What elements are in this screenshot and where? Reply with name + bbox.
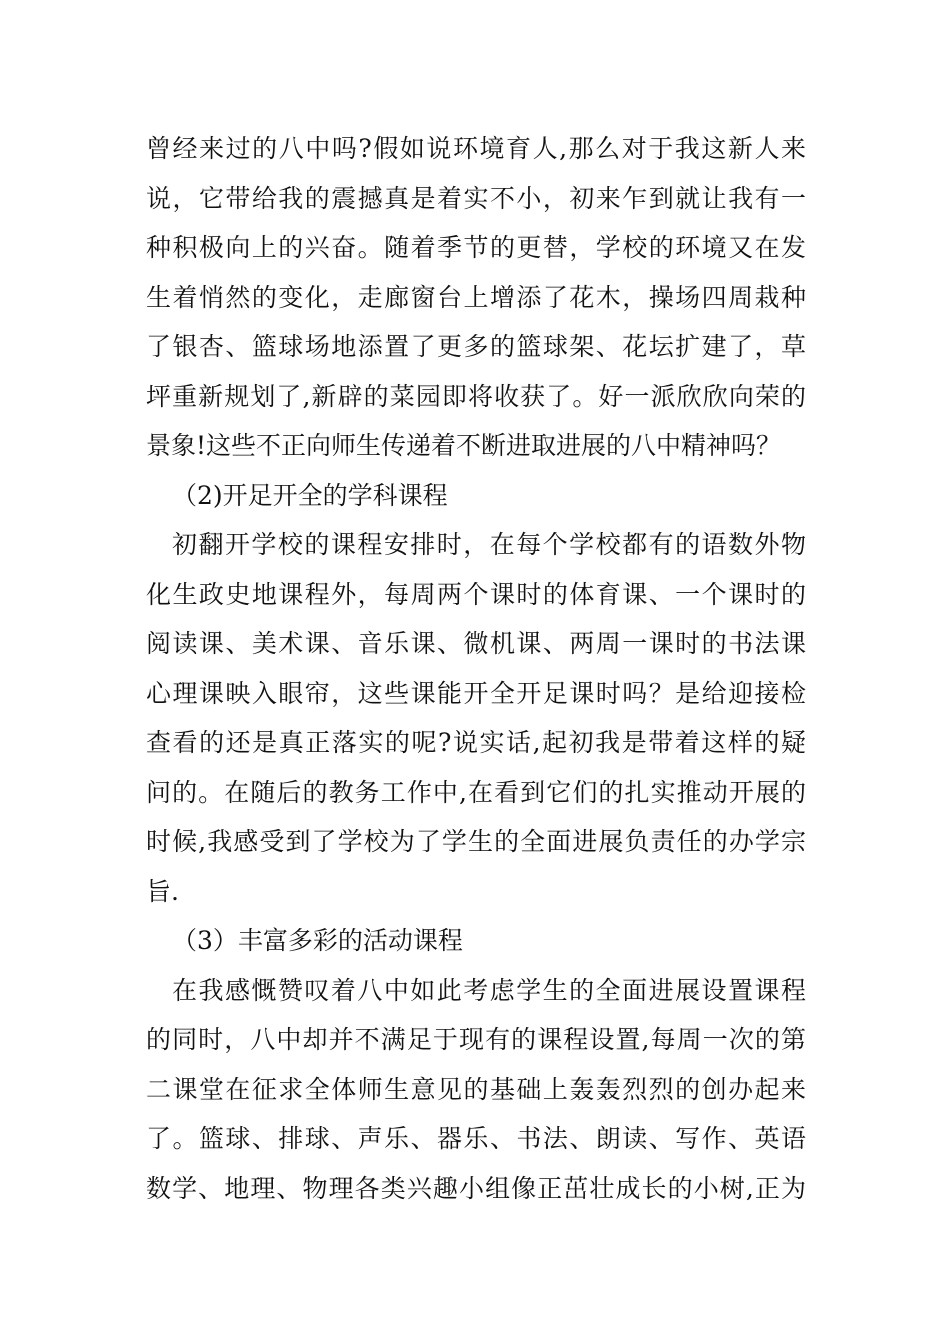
paragraph-line: 生着悄然的变化，走廊窗台上增添了花木，操场四周栽种 bbox=[146, 282, 806, 312]
section-heading: （2)开足开全的学科课程 bbox=[172, 480, 448, 510]
paragraph-line: 的同时，八中却并不满足于现有的课程设置,每周一次的第 bbox=[146, 1025, 806, 1054]
paragraph-line: 二课堂在征求全体师生意见的基础上轰轰烈烈的创办起来 bbox=[146, 1074, 806, 1104]
body-text bbox=[146, 124, 806, 1213]
paragraph-line: 心理课映入眼帘，这些课能开全开足课时吗？是给迎接检 bbox=[146, 678, 806, 708]
paragraph-line: 数学、地理、物理各类兴趣小组像正茁壮成长的小树,正为 bbox=[146, 1173, 806, 1203]
paragraph-line: 坪重新规划了,新辟的菜园即将收获了。好一派欣欣向荣的 bbox=[146, 381, 806, 411]
paragraph-line: 化生政史地课程外，每周两个课时的体育课、一个课时的 bbox=[146, 579, 806, 609]
paragraph-line: 初翻开学校的课程安排时，在每个学校都有的语数外物 bbox=[172, 530, 806, 559]
paragraph-line: 旨. bbox=[146, 876, 179, 906]
section-heading: （3）丰富多彩的活动课程 bbox=[172, 926, 463, 955]
paragraph-line: 说，它带给我的震撼真是着实不小，初来乍到就让我有一 bbox=[146, 183, 806, 213]
paragraph-line: 景象!这些不正向师生传递着不断进取进展的八中精神吗？ bbox=[146, 431, 782, 460]
paragraph-line: 问的。在随后的教务工作中,在看到它们的扎实推动开展的 bbox=[146, 777, 806, 807]
paragraph-line: 了银杏、篮球场地添置了更多的篮球架、花坛扩建了，草 bbox=[146, 332, 806, 361]
paragraph-line: 在我感慨赞叹着八中如此考虑学生的全面进展设置课程 bbox=[172, 975, 806, 1005]
paragraph-line: 时候,我感受到了学校为了学生的全面进展负责任的办学宗 bbox=[146, 827, 806, 856]
paragraph-line: 种积极向上的兴奋。随着季节的更替，学校的环境又在发 bbox=[146, 233, 806, 262]
paragraph-line: 查看的还是真正落实的呢?说实话,起初我是带着这样的疑 bbox=[146, 728, 806, 757]
paragraph-line: 曾经来过的八中吗?假如说环境育人,那么对于我这新人来 bbox=[146, 134, 806, 163]
paragraph-line: 阅读课、美术课、音乐课、微机课、两周一课时的书法课 bbox=[146, 629, 806, 658]
paragraph-line: 了。篮球、排球、声乐、器乐、书法、朗读、写作、英语 bbox=[146, 1124, 806, 1153]
